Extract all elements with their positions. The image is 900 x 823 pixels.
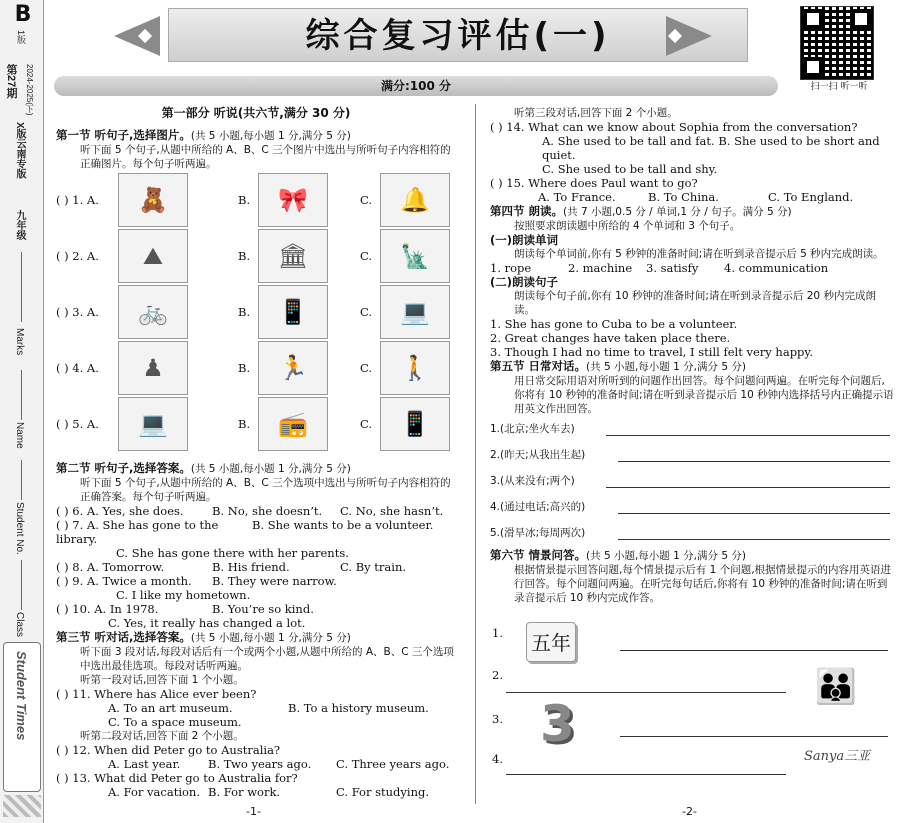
section3-meta: (共 5 小题,每小题 1 分,满分 5 分) <box>190 632 351 644</box>
q4-option-b-image[interactable]: 🏃 <box>258 341 328 395</box>
q2-option-b-image[interactable]: 🏛 <box>258 229 328 283</box>
q11-a: A. To an art museum. <box>108 701 233 715</box>
s6-answer-line-3[interactable] <box>620 736 888 737</box>
q12-b: B. Two years ago. <box>208 757 312 771</box>
q9-b: B. They were narrow. <box>212 574 337 588</box>
s6-num-4: 4. <box>492 752 503 766</box>
q7-c: C. She has gone there with her parents. <box>116 546 349 560</box>
word-4: 4. communication <box>724 261 829 275</box>
answer-line[interactable] <box>618 539 890 540</box>
section6-title: 第六节 情景问答。 <box>490 548 587 562</box>
header <box>54 0 840 76</box>
student-no-label: Student No. <box>14 502 25 555</box>
q5-option-b-image[interactable]: 📻 <box>258 397 328 451</box>
s6-num-1: 1. <box>492 626 503 640</box>
section2-instructions: 听下面 5 个句子,从题中所给的 A、B、C 三个选项中选出与所听句子内容相符的正确答案。每个句子听两遍。 <box>80 477 451 503</box>
name-label: Name <box>14 422 25 449</box>
class-line <box>21 560 22 610</box>
section1-meta: (共 5 小题,每小题 1 分,满分 5 分) <box>190 130 351 142</box>
option-b-label: B. <box>238 417 251 431</box>
part-title: 第一部分 听说(共六节,满分 30 分) <box>161 106 351 120</box>
edition-name: X版云南专版 <box>14 122 25 179</box>
picture-grid <box>56 173 456 457</box>
edition-letter: B <box>14 2 32 27</box>
q7-b: B. She wants to be a volunteer. <box>252 518 434 532</box>
q5-label: ( ) 5. A. <box>56 417 99 431</box>
section3-title: 第三节 听对话,选择答案。 <box>56 630 191 644</box>
checker-pattern <box>3 795 41 817</box>
s6-answer-line-1[interactable] <box>620 650 888 651</box>
word-list <box>490 261 894 275</box>
qr-code[interactable] <box>800 6 874 80</box>
s5-item-4 <box>490 494 894 520</box>
q15-c: C. To England. <box>768 190 854 204</box>
section1-instructions: 听下面 5 个句子,从题中所给的 A、B、C 三个图片中选出与所听句子内容相符的正确图片。每个句子听两遍。 <box>80 144 451 170</box>
section1-title: 第一节 听句子,选择图片。 <box>56 128 191 142</box>
q3-label: ( ) 3. A. <box>56 305 99 319</box>
q8-b: B. His friend. <box>212 560 290 574</box>
left-column <box>56 106 456 799</box>
s6-num-2: 2. <box>492 668 503 682</box>
s5-hint-5: 5.(滑旱冰;每周两次) <box>490 527 586 539</box>
sanya-script-image: Sanya三亚 <box>804 749 871 764</box>
answer-line[interactable] <box>618 461 890 462</box>
page-title: 综合复习评估(一) <box>305 16 611 56</box>
calendar-five-years-image: 五年 <box>526 622 576 662</box>
edition-num: 1版 <box>16 30 26 45</box>
q7-line <box>56 518 456 546</box>
q13-c: C. For studying. <box>336 785 430 799</box>
section2-title: 第二节 听句子,选择答案。 <box>56 461 191 475</box>
q2-label: ( ) 2. A. <box>56 249 99 263</box>
option-c-label: C. <box>360 305 373 319</box>
q13-options <box>56 785 456 799</box>
family-group-image: 👪 <box>814 667 858 707</box>
option-c-label: C. <box>360 361 373 375</box>
s5-hint-4: 4.(通过电话;高兴的) <box>490 501 586 513</box>
option-b-label: B. <box>238 193 251 207</box>
q1-option-c-image[interactable]: 🔔 <box>380 173 450 227</box>
q1-option-a-image[interactable]: 🧸 <box>118 173 188 227</box>
student-no-line <box>21 460 22 500</box>
q5-option-a-image[interactable]: 💻 <box>118 397 188 451</box>
option-b-label: B. <box>238 305 251 319</box>
word-2: 2. machine <box>568 261 633 275</box>
q9-line <box>56 574 456 588</box>
s6-num-3: 3. <box>492 712 503 726</box>
q6-c: C. No, she hasn’t. <box>340 504 444 518</box>
q1-label: ( ) 1. A. <box>56 193 99 207</box>
q13-question: ( ) 13. What did Peter go to Australia for? <box>56 771 298 785</box>
word-1: 1. rope <box>490 261 532 275</box>
q11-c: C. To a space museum. <box>108 715 242 729</box>
sub2-instructions: 朗读每个句子前,你有 10 秒钟的准备时间;请在听到录音提示后 20 秒内完成朗读。 <box>514 290 876 316</box>
q11-question: ( ) 11. Where has Alice ever been? <box>56 687 257 701</box>
section4-instructions: 按照要求朗读题中所给的 4 个单词和 3 个句子。 <box>514 220 741 232</box>
section3-instructions: 听下面 3 段对话,每段对话后有一个或两个小题,从题中所给的 A、B、C 三个选项中选出最佳选项。每段对话听两遍。 <box>80 646 454 672</box>
student-times-logo: Student Times <box>3 642 41 792</box>
q3-row <box>56 285 456 339</box>
option-c-label: C. <box>360 249 373 263</box>
q12-c: C. Three years ago. <box>336 757 450 771</box>
sub2-title: (二)朗读句子 <box>490 275 559 289</box>
title-band <box>168 8 748 62</box>
q3-option-a-image[interactable]: 🚲 <box>118 285 188 339</box>
s5-hint-2: 2.(昨天;从我出生起) <box>490 449 586 461</box>
name-line <box>21 370 22 420</box>
sidebar <box>0 0 44 823</box>
q11-options <box>56 701 456 715</box>
q1-row <box>56 173 456 227</box>
q8-c: C. By train. <box>340 560 407 574</box>
page-number-left: -1- <box>246 805 261 818</box>
sentence-3: 3. Though I had no time to travel, I still felt very happy. <box>490 345 814 359</box>
dialogue3-note: 听第三段对话,回答下面 2 个小题。 <box>514 107 678 119</box>
q1-option-b-image[interactable]: 🎀 <box>258 173 328 227</box>
right-column <box>490 106 894 605</box>
q9-c: C. I like my hometown. <box>116 588 251 602</box>
section6-meta: (共 5 小题,每小题 1 分,满分 5 分) <box>586 550 746 562</box>
q8-a: ( ) 8. A. Tomorrow. <box>56 560 165 574</box>
section5-title: 第五节 日常对话。 <box>490 359 587 373</box>
section6-instructions: 根据情景提示回答问题,每个情景提示后有 1 个问题,根据情景提示的内容用英语进行回答。每个问题问两遍。在听完每句话后,你将有 10 秒钟的准备时间;请在听到录音提示后 10 秒内完成作答。 <box>514 564 892 604</box>
sub1-title: (一)朗读单词 <box>490 233 559 247</box>
option-b-label: B. <box>238 249 251 263</box>
sentence-2: 2. Great changes have taken place there. <box>490 331 731 345</box>
dialogue2-note: 听第二段对话,回答下面 2 个小题。 <box>80 730 244 742</box>
q4-option-a-image[interactable]: ♟ <box>118 341 188 395</box>
q12-question: ( ) 12. When did Peter go to Australia? <box>56 743 281 757</box>
sentence-1: 1. She has gone to Cuba to be a volunteer. <box>490 317 738 331</box>
sub1-instructions: 朗读每个单词前,你有 5 秒钟的准备时间;请在听到录音提示后 5 秒内完成朗读。 <box>514 248 884 260</box>
s5-item-3 <box>490 468 894 494</box>
q8-line <box>56 560 456 574</box>
q15-question: ( ) 15. Where does Paul want to go? <box>490 176 698 190</box>
q14-ab: A. She used to be tall and fat. B. She used to be short and quiet. <box>542 134 880 162</box>
q15-a: A. To France. <box>538 190 616 204</box>
q12-options <box>56 757 456 771</box>
q6-line <box>56 504 456 518</box>
q2-option-c-image[interactable]: 🗽 <box>380 229 450 283</box>
q14-question: ( ) 14. What can we know about Sophia from the conversation? <box>490 120 858 134</box>
score-bar: 满分:100 分 <box>54 76 778 96</box>
section4-meta: (共 7 小题,0.5 分 / 单词,1 分 / 句子。满分 5 分) <box>563 206 792 218</box>
grade-label: 九年级 <box>14 210 25 240</box>
q10-a: ( ) 10. A. In 1978. <box>56 602 159 616</box>
answer-line[interactable] <box>618 513 890 514</box>
q2-row <box>56 229 456 283</box>
q11-b: B. To a history museum. <box>288 701 429 715</box>
q3-option-b-image[interactable]: 📱 <box>258 285 328 339</box>
q15-b: B. To China. <box>648 190 719 204</box>
s5-item-1 <box>490 416 894 442</box>
page-number-right: -2- <box>682 805 697 818</box>
q3-option-c-image[interactable]: 💻 <box>380 285 450 339</box>
issue-number: 第27期 <box>5 64 17 99</box>
section5-meta: (共 5 小题,每小题 1 分,满分 5 分) <box>586 361 746 373</box>
qr-label: 扫一扫 听一听 <box>810 82 868 92</box>
option-c-label: C. <box>360 193 373 207</box>
q6-a: ( ) 6. A. Yes, she does. <box>56 504 184 518</box>
section2-questions <box>56 504 456 630</box>
answer-line[interactable] <box>606 487 890 488</box>
q6-b: B. No, she doesn’t. <box>212 504 323 518</box>
s6-answer-line-2[interactable] <box>506 692 786 693</box>
q9-a: ( ) 9. A. Twice a month. <box>56 574 192 588</box>
s6-answer-line-4[interactable] <box>506 774 786 775</box>
s5-item-2 <box>490 442 894 468</box>
s5-item-5 <box>490 520 894 546</box>
q10-line <box>56 602 456 616</box>
option-c-label: C. <box>360 417 373 431</box>
q10-c: C. Yes, it really has changed a lot. <box>108 616 306 630</box>
s5-hint-3: 3.(从来没有;两个) <box>490 475 575 487</box>
number-three-image: 3 <box>540 695 575 753</box>
q4-option-c-image[interactable]: 🚶 <box>380 341 450 395</box>
class-label: Class <box>14 612 25 638</box>
q10-b: B. You’re so kind. <box>212 602 314 616</box>
q14-c: C. She used to be tall and shy. <box>542 162 718 176</box>
section5-instructions: 用日常交际用语对所听到的问题作出回答。每个问题问两遍。在听完每个问题后,你将有 10 秒钟的准备时间;请在听到录音提示后 10 秒钟内选择括号内正确提示语用英文作出回答。 <box>514 375 894 415</box>
q12-a: A. Last year. <box>108 757 181 771</box>
marks-line <box>21 252 22 322</box>
q2-option-a-image[interactable]: ⛰ <box>118 229 188 283</box>
issue-year: 2024-2025(下) <box>25 64 34 116</box>
q5-option-c-image[interactable]: 📱 <box>380 397 450 451</box>
section4-title: 第四节 朗读。 <box>490 204 564 218</box>
q4-row <box>56 341 456 395</box>
section2-meta: (共 5 小题,每小题 1 分,满分 5 分) <box>190 463 351 475</box>
q13-a: A. For vacation. <box>108 785 200 799</box>
q13-b: B. For work. <box>208 785 281 799</box>
s5-hint-1: 1.(北京;坐火车去) <box>490 423 575 435</box>
q15-options <box>490 190 894 204</box>
column-divider <box>475 104 476 804</box>
marks-label: Marks <box>14 328 25 356</box>
q4-label: ( ) 4. A. <box>56 361 99 375</box>
q5-row <box>56 397 456 451</box>
q7-a: ( ) 7. A. She has gone to the library. <box>56 518 219 546</box>
answer-line[interactable] <box>606 435 890 436</box>
dialogue1-note: 听第一段对话,回答下面 1 个小题。 <box>80 674 244 686</box>
option-b-label: B. <box>238 361 251 375</box>
word-3: 3. satisfy <box>646 261 699 275</box>
